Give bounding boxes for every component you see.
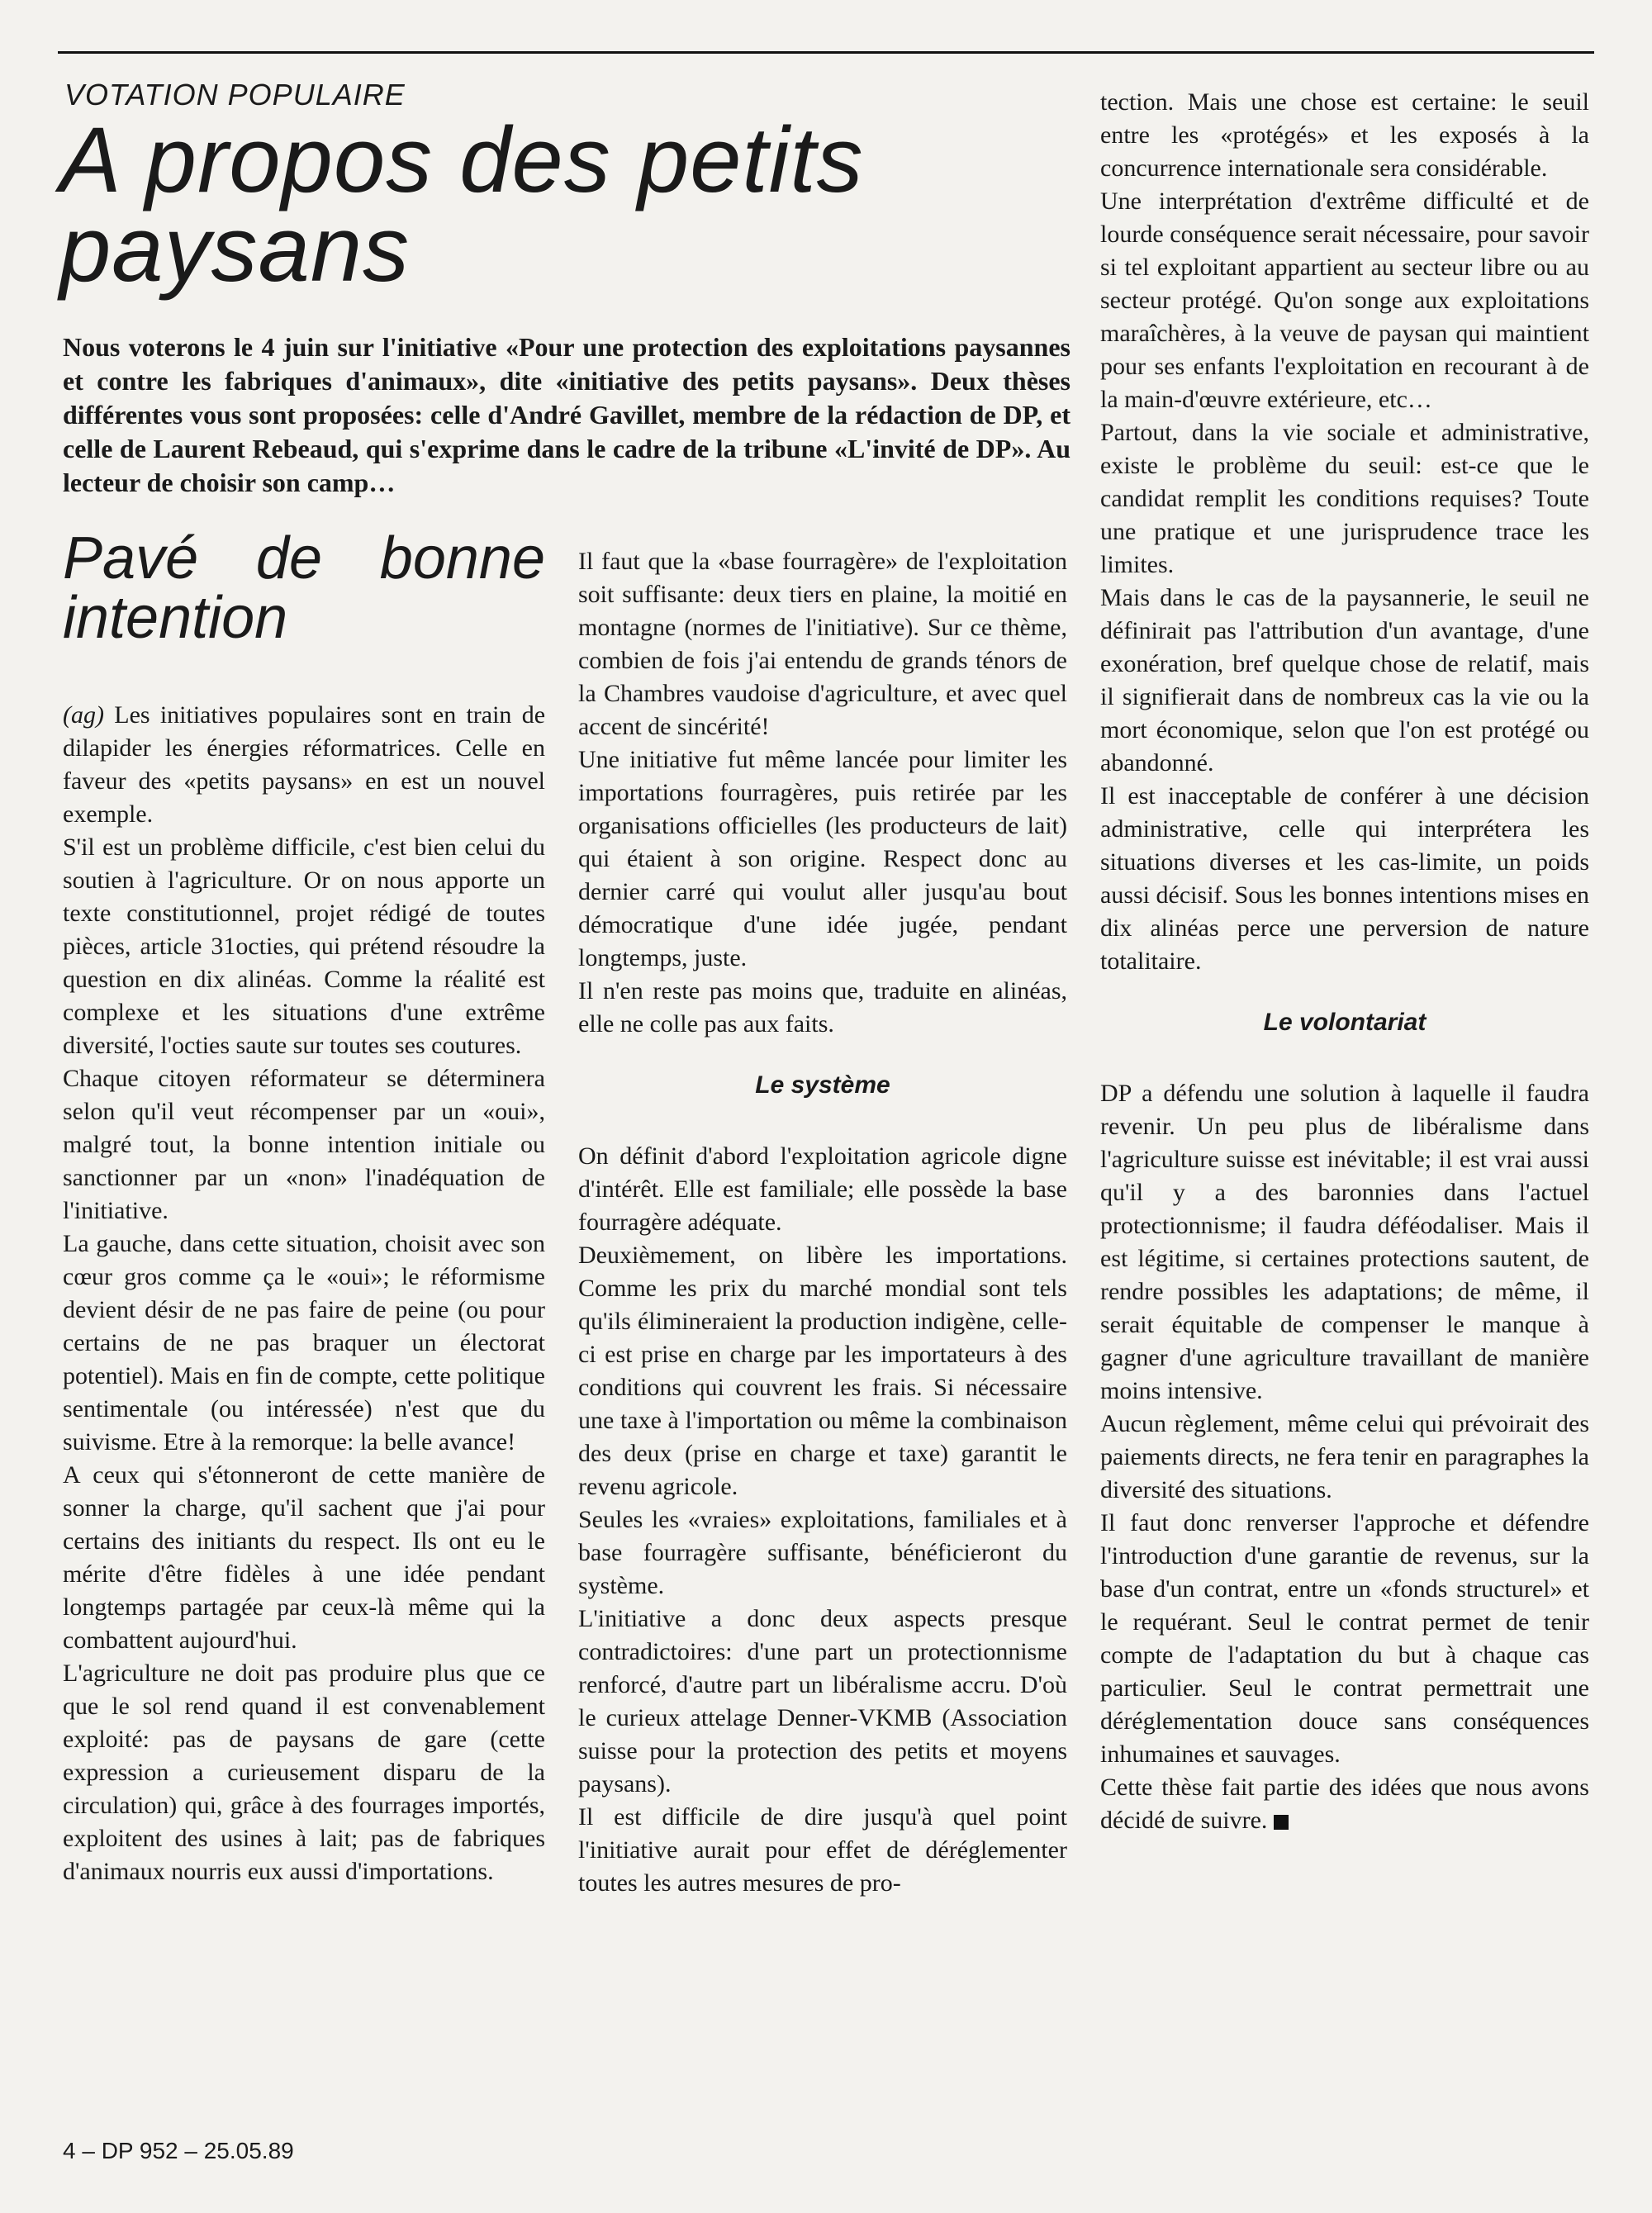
paragraph: L'agriculture ne doit pas produire plus que ce que le sol rend quand il est convenablement exploité: pas de paysans de gare (cette expression a curieusement disparu de la circulation) qui, grâce à des fourrages importés, exploitent des usines à lait; pas de fabriques d'animaux nourris eux aussi d'importations. bbox=[63, 1660, 545, 1885]
page-title: A propos des petits paysans bbox=[59, 108, 864, 301]
paragraph: Il faut donc renverser l'approche et défendre l'introduction d'une garantie de revenus, sur la base d'un contrat, entre un «fonds structurel» et le requérant. Seul le contrat permet de tenir compte de l'adaptation du but à chaque cas particulier. Seul le contrat permettrait une déréglementation douce sans conséquences inhumaines et sauvages. bbox=[1100, 1509, 1589, 1768]
paragraph: Il faut que la «base fourragère» de l'exploitation soit suffisante: deux tiers en plaine, la moitié en montagne (normes de l'initiative). Sur ce thème, combien de fois j'ai entendu de grands ténors de la Chambres vaudoise d'agriculture, et avec quel accent de sincérité! bbox=[578, 548, 1067, 740]
paragraph: La gauche, dans cette situation, choisit avec son cœur gros comme ça le «oui»; le réformisme devient désir de ne pas faire de peine (ou pour certains de ne pas braquer un électorat potentiel). Mais en fin de compte, cette politique sentimentale (ou intéressée) n'est que du suivisme. Etre à la remorque: la belle avance! bbox=[63, 1230, 545, 1456]
paragraph-text: Les initiatives populaires sont en train de dilapider les énergies réformatrices. Celle en faveur des «petits paysans» en est un nouvel exemple. bbox=[63, 701, 546, 828]
paragraph: A ceux qui s'étonneront de cette manière de sonner la charge, qu'il sachent que j'ai pour certains des initiants du respect. Ils ont eu le mérite d'être fidèles à une idée pendant longtemps partagée par ceux-là même qui la combattent aujourd'hui. bbox=[63, 1461, 545, 1654]
paragraph bbox=[1100, 1771, 1589, 1837]
paragraph: Aucun règlement, même celui qui prévoirait des paiements directs, ne fera tenir en paragraphes la diversité des situations. bbox=[1100, 1410, 1589, 1503]
article-column-3 bbox=[1100, 86, 1589, 1837]
paragraph: Seules les «vraies» exploitations, familiales et à base fourragère suffisante, bénéficieront du système. bbox=[578, 1506, 1067, 1599]
paragraph bbox=[63, 699, 545, 831]
author-initials: (ag) bbox=[63, 701, 104, 729]
top-rule bbox=[58, 51, 1594, 54]
paragraph: L'initiative a donc deux aspects presque contradictoires: d'une part un protectionnisme renforcé, d'autre part un libéralisme accru. D'où le curieux attelage Denner-VKMB (Association suisse pour la protection des petits et moyens paysans). bbox=[578, 1605, 1067, 1797]
paragraph: Il n'en reste pas moins que, traduite en alinéas, elle ne colle pas aux faits. bbox=[578, 977, 1067, 1038]
subheading-systeme: Le système bbox=[755, 1071, 890, 1099]
paragraph: S'il est un problème difficile, c'est bien celui du soutien à l'agriculture. Or on nous apporte un texte constitutionnel, projet rédigé de toutes pièces, article 31octies, qui prétend résoudre la question en dix alinéas. Comme la réalité est complexe et les situations d'une extrême diversité, l'octies saute sur toutes ses coutures. bbox=[63, 833, 545, 1059]
paragraph: tection. Mais une chose est certaine: le seuil entre les «protégés» et les exposés à la concurrence internationale sera considérable. bbox=[1100, 88, 1589, 182]
paragraph: Deuxièmement, on libère les importations. Comme les prix du marché mondial sont tels qu'ils élimineraient la production indigène, celle-ci est prise en charge par les importateurs à des conditions qui couvrent les frais. Si nécessaire une taxe à l'importation ou même la combinaison des deux (prise en charge et taxe) garantit le revenu agricole. bbox=[578, 1242, 1067, 1500]
paragraph: Une interprétation d'extrême difficulté et de lourde conséquence serait nécessaire, pour savoir si tel exploitant appartient au secteur libre ou au secteur protégé. Qu'on songe aux exploitations maraîchères, à la veuve de paysan qui maintient pour ses enfants l'exploitation en recourant à de la main-d'œuvre extérieure, etc… bbox=[1100, 188, 1589, 413]
article-heading: Pavé de bonne intention bbox=[63, 525, 545, 651]
article-column-2 bbox=[578, 545, 1067, 1900]
article-column-1 bbox=[63, 525, 546, 1888]
page-footer: 4 – DP 952 – 25.05.89 bbox=[63, 2138, 294, 2163]
paragraph: Il est inacceptable de conférer à une décision administrative, celle qui interprétera les situations diverses et les cas-limite, un poids aussi décisif. Sous les bonnes intentions mises en dix alinéas perce une perversion de nature totalitaire. bbox=[1100, 782, 1589, 975]
subheading-volontariat: Le volontariat bbox=[1263, 1009, 1427, 1036]
paragraph-text: Cette thèse fait partie des idées que nous avons décidé de suivre. bbox=[1100, 1774, 1589, 1834]
paragraph: Chaque citoyen réformateur se déterminera selon qu'il veut récompenser par un «oui», malgré tout, la bonne intention initiale ou sanctionner par un «non» l'inadéquation de l'initiative. bbox=[63, 1065, 545, 1224]
section-kicker: VOTATION POPULAIRE bbox=[64, 78, 406, 112]
paragraph: On définit d'abord l'exploitation agricole digne d'intérêt. Elle est familiale; elle possède la base fourragère adéquate. bbox=[578, 1142, 1067, 1236]
paragraph: Il est difficile de dire jusqu'à quel point l'initiative aurait pour effet de déréglementer toutes les autres mesures de pro- bbox=[578, 1803, 1067, 1897]
lead-paragraph: Nous voterons le 4 juin sur l'initiative «Pour une protection des exploitations paysannes et contre les fabriques d'animaux», dite «initiative des petits paysans». Deux thèses différentes vous sont proposées: celle d'André Gavillet, membre de la rédaction de DP, et celle de Laurent Rebeaud, qui s'exprime dans le cadre de la tribune «L'invité de DP». Au lecteur de choisir son camp… bbox=[63, 332, 1070, 497]
end-of-article-icon bbox=[1274, 1815, 1289, 1830]
paragraph: Mais dans le cas de la paysannerie, le seuil ne définirait pas l'attribution d'un avantage, d'une exonération, bref quelque chose de relatif, mais il signifierait dans de nombreux cas la vie ou la mort économique, selon que l'on est protégé ou abandonné. bbox=[1100, 584, 1589, 776]
paragraph: Partout, dans la vie sociale et administrative, existe le problème du seuil: est-ce que le candidat remplit les conditions requises? Toute une pratique et une jurisprudence trace les limites. bbox=[1100, 419, 1589, 578]
paragraph: DP a défendu une solution à laquelle il faudra revenir. Un peu plus de libéralisme dans l'agriculture suisse est inévitable; il est vrai aussi qu'il y a des baronnies dans l'actuel protectionnisme; il faudra déféodaliser. Mais il est légitime, si certaines protections sautent, de rendre possibles les adaptations; de même, il serait équitable de compenser le manque à gagner d'une agriculture travaillant de manière moins intensive. bbox=[1100, 1080, 1589, 1404]
paragraph: Une initiative fut même lancée pour limiter les importations fourragères, puis retirée par les organisations officielles (les producteurs de lait) qui étaient à son origine. Respect donc au dernier carré qui voulut aller jusqu'au bout démocratique d'une idée jugée, pendant longtemps, juste. bbox=[578, 746, 1067, 971]
